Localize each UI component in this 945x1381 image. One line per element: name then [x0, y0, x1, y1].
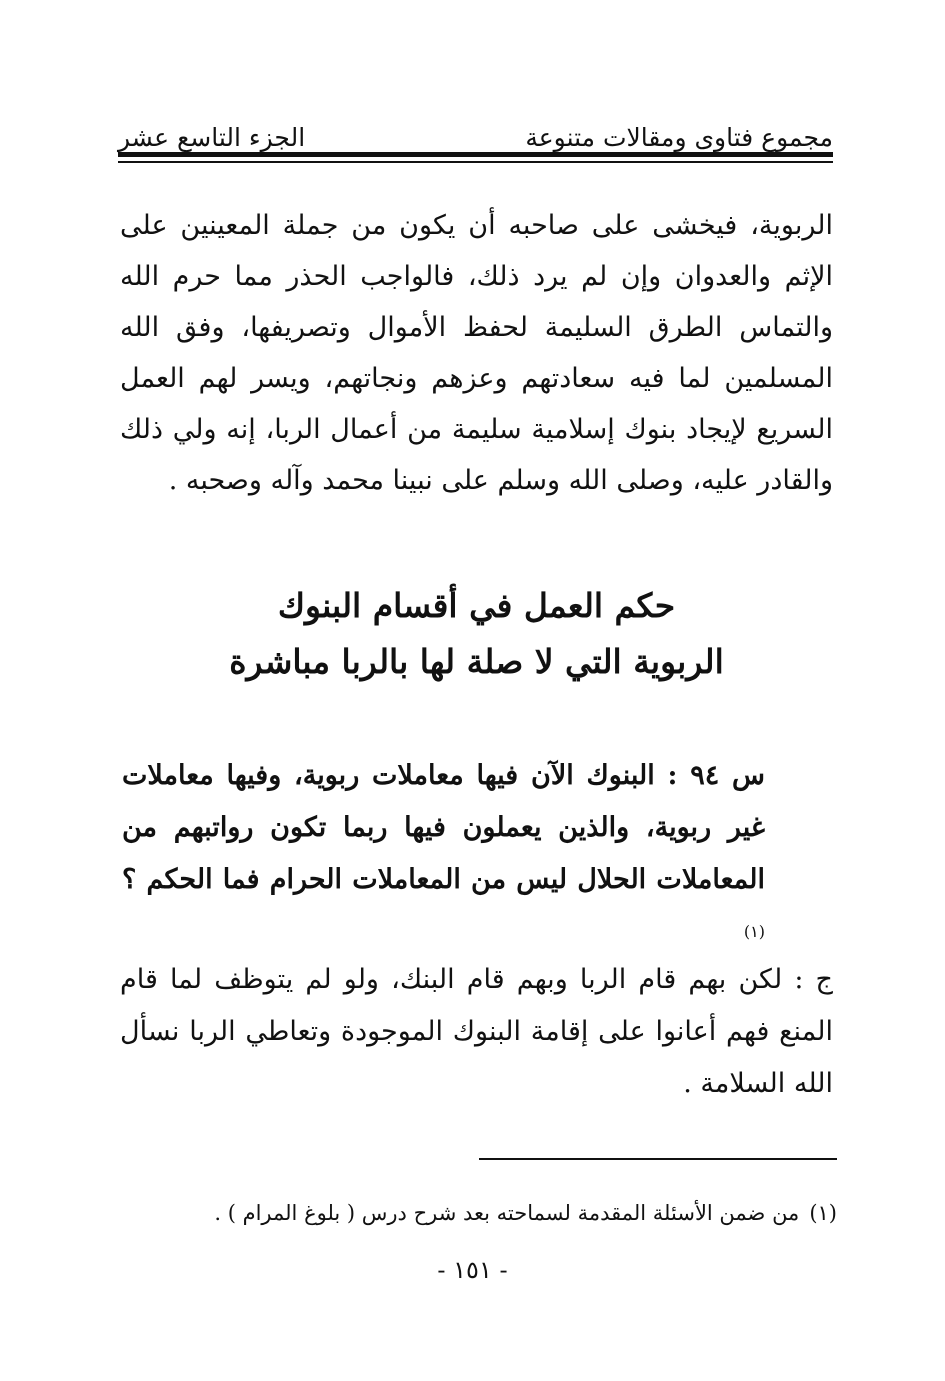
footnote-reference[interactable]: (١) — [743, 922, 765, 941]
volume-label: الجزء التاسع عشر — [118, 123, 306, 152]
question-paragraph — [122, 750, 765, 965]
header-rule-thin — [118, 161, 833, 163]
book-title: مجموع فتاوى ومقالات متنوعة — [525, 123, 833, 152]
footnote-text: من ضمن الأسئلة المقدمة لسماحته بعد شرح درس ( بلوغ المرام ) . — [214, 1201, 800, 1225]
header-rule-thick — [118, 152, 833, 157]
question-text: س ٩٤ : البنوك الآن فيها معاملات ربوية، وفيها معاملات غير ربوية، والذين يعملون فيها ربما تكون رواتبهم من المعاملات الحلال ليس من المعاملات الحرام فما الحكم ؟ — [122, 760, 766, 895]
footnote-divider — [479, 1158, 837, 1160]
page-number: - ١٥١ - — [437, 1256, 508, 1284]
section-heading — [120, 578, 833, 690]
section-heading-line-2: الربوية التي لا صلة لها بالربا مباشرة — [229, 642, 724, 681]
section-heading-line-1: حكم العمل في أقسام البنوك — [277, 586, 676, 625]
footnote-number: (١) — [809, 1201, 837, 1225]
running-header — [118, 112, 833, 152]
footnote — [120, 1196, 837, 1230]
body-paragraph: الربوية، فيخشى على صاحبه أن يكون من جملة المعينين على الإثم والعدوان وإن لم يرد ذلك، فالواجب الحذر مما حرم الله والتماس الطرق السليمة لحفظ الأموال وتصريفها، وفق الله المسلمين لما فيه سعادتهم وعزهم ونجاتهم، ويسر لهم العمل السريع لإيجاد بنوك إسلامية سليمة من أعمال الربا، إنه ولي ذلك والقادر عليه، وصلى الله وسلم على نبينا محمد وآله وصحبه . — [120, 210, 833, 496]
answer-paragraph: ج : لكن بهم قام الربا وبهم قام البنك، ولو لم يتوظف لما قام المنع فهم أعانوا على إقامة البنوك الموجودة وتعاطي الربا نسأل الله السلامة . — [120, 964, 833, 1099]
